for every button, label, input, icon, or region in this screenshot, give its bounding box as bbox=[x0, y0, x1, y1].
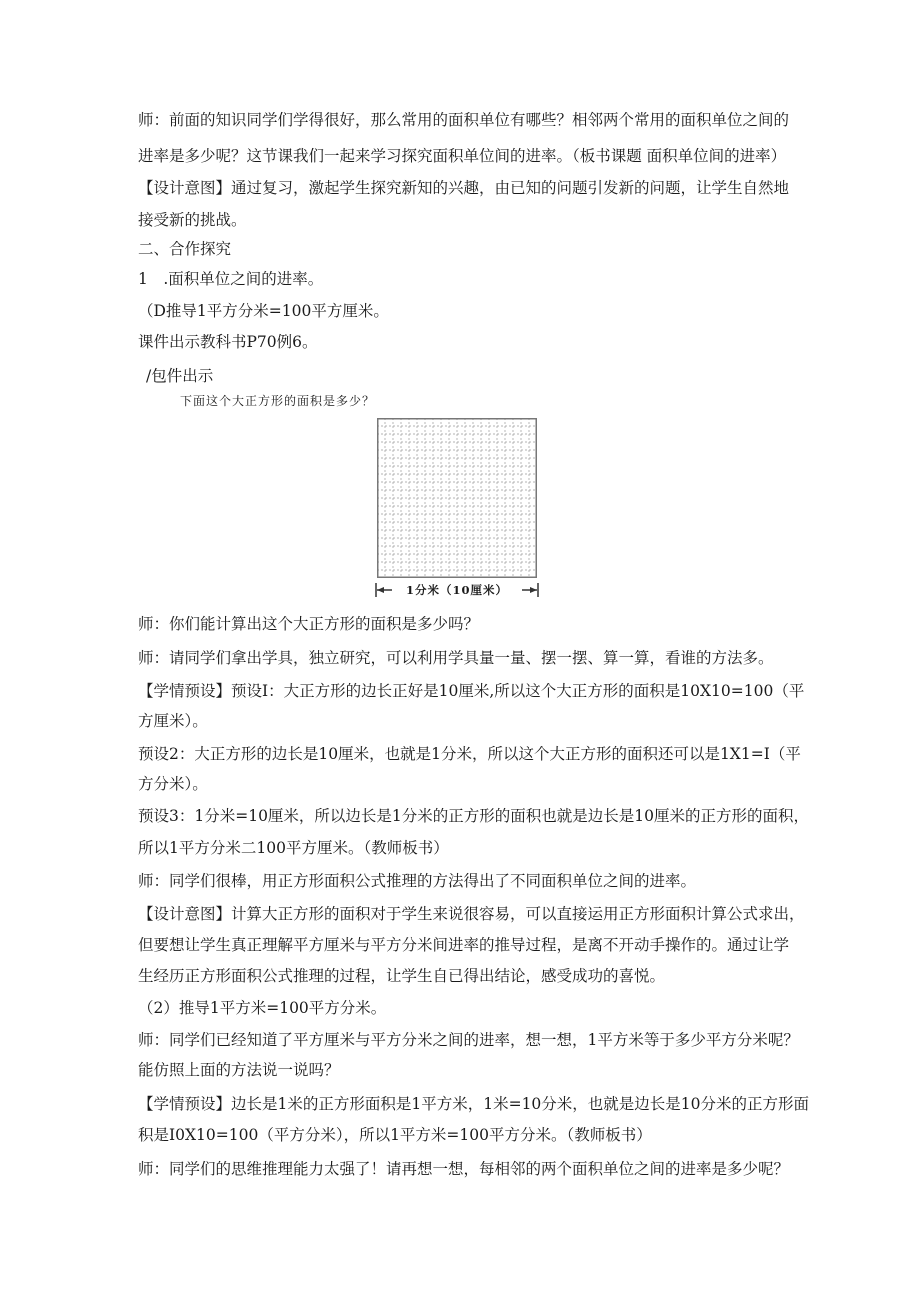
text-line: 课件出示教科书P70例6。 bbox=[138, 333, 318, 351]
text-line: 师：你们能计算出这个大正方形的面积是多少吗？ bbox=[138, 615, 480, 633]
text-line: 方厘米）。 bbox=[138, 712, 208, 730]
dimension-label: 1分米（10厘米） bbox=[392, 582, 522, 598]
text-line: 所以1平方分米二100平方厘米。（教师板书） bbox=[138, 839, 449, 857]
text-line: （D推导1平方分米=100平方厘米。 bbox=[138, 302, 389, 320]
text-line: 【设计意图】通过复习，激起学生探究新知的兴趣，由已知的问题引发新的问题，让学生自然地 bbox=[138, 179, 790, 197]
text-line: 师：前面的知识同学们学得很好，那么常用的面积单位有哪些？相邻两个常用的面积单位之间的 bbox=[138, 111, 790, 129]
text-line: 师：同学们的思维推理能力太强了！请再想一想，每相邻的两个面积单位之间的进率是多少呢？ bbox=[138, 1160, 790, 1178]
section-heading: 二、合作探究 bbox=[138, 240, 232, 258]
text-line: 【学情预设】边长是1米的正方形面积是1平方米，1米=10分米，也就是边长是10分米的正方形面 bbox=[138, 1095, 810, 1113]
text-line: 师：同学们已经知道了平方厘米与平方分米之间的进率，想一想，1平方米等于多少平方分米呢？ bbox=[138, 1031, 799, 1049]
subsection-heading: （2）推导1平方米=100平方分米。 bbox=[138, 999, 387, 1017]
figure-title: 下面这个大正方形的面积是多少？ bbox=[180, 394, 376, 408]
text-line: 师：请同学们拿出学具，独立研究，可以利用学具量一量、摆一摆、算一算，看谁的方法多。 bbox=[138, 649, 774, 667]
text-line: 积是I0X10=100（平方分米），所以1平方米=100平方分米。（教师板书） bbox=[138, 1126, 652, 1144]
text-line: 预设2：大正方形的边长是10厘米，也就是1分米，所以这个大正方形的面积还可以是1X1=I（平 bbox=[138, 745, 801, 763]
text-line: 【学情预设】预设I：大正方形的边长正好是10厘米,所以这个大正方形的面积是10X10=100（平 bbox=[138, 682, 805, 700]
text-line: 方分米）。 bbox=[138, 775, 208, 793]
subsection-heading: 1 .面积单位之间的进率。 bbox=[138, 270, 324, 288]
figure-caption: /包件出示 bbox=[146, 367, 214, 385]
text-line: 能仿照上面的方法说一说吗？ bbox=[138, 1061, 340, 1079]
text-line: 接受新的挑战。 bbox=[138, 211, 247, 229]
text-line: 生经历正方形面积公式推理的过程，让学生自已得出结论，感受成功的喜悦。 bbox=[138, 967, 666, 985]
text-line: 进率是多少呢？这节课我们一起来学习探究面积单位间的进率。（板书课题 面积单位间的进率） bbox=[138, 147, 787, 165]
text-line: 【设计意图】计算大正方形的面积对于学生来说很容易，可以直接运用正方形面积计算公式求出， bbox=[138, 905, 805, 923]
text-line: 师：同学们很棒，用正方形面积公式推理的方法得出了不同面积单位之间的进率。 bbox=[138, 872, 697, 890]
grid-square-figure bbox=[377, 418, 537, 578]
text-line: 预设3：1分米=10厘米，所以边长是1分米的正方形的面积也就是边长是10厘米的正方形的面积， bbox=[138, 807, 810, 825]
text-line: 但要想让学生真正理解平方厘米与平方分米间进率的推导过程，是离不开动手操作的。通过让学 bbox=[138, 936, 790, 954]
